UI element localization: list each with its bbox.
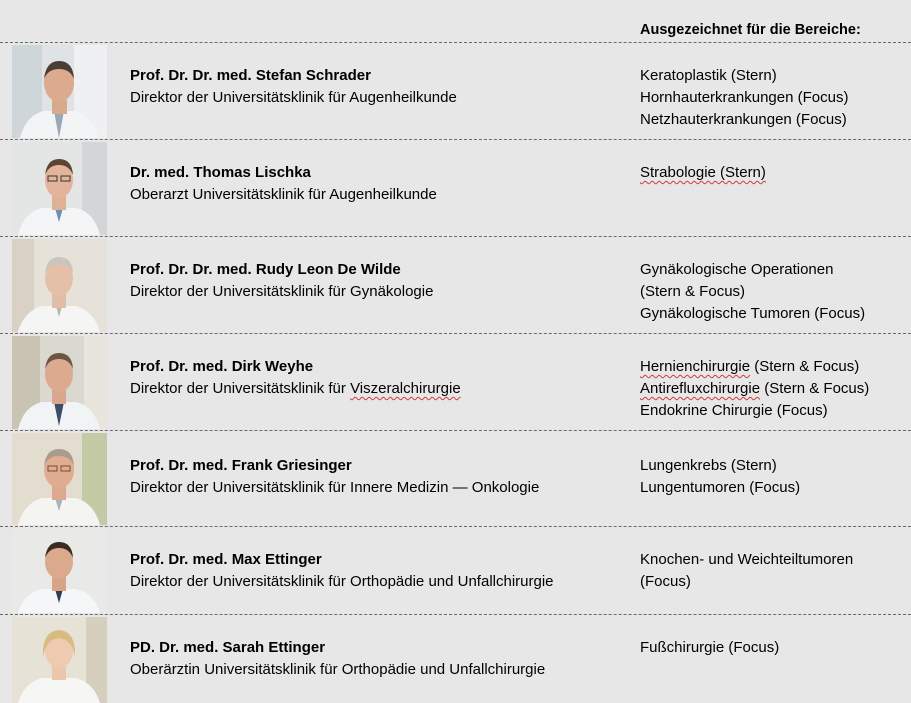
portrait-photo	[12, 433, 107, 525]
column-header-awards: Ausgezeichnet für die Bereiche:	[640, 22, 861, 38]
portrait-photo	[12, 142, 107, 235]
person-name: Dr. med. Thomas Lischka	[130, 164, 311, 181]
table-row-7	[0, 615, 911, 703]
award-areas	[640, 259, 865, 325]
table-row-2	[0, 140, 911, 237]
award-area: Netzhauterkrankungen (Focus)	[640, 111, 847, 128]
person-role: Direktor der Universitätsklinik für Gynäkologie	[130, 283, 434, 300]
award-area-term: Antirefluxchirurgie	[640, 380, 761, 397]
person-role-department: Viszeralchirurgie	[350, 380, 461, 397]
person-role: Oberärztin Universitätsklinik für Orthopädie und Unfallchirurgie	[130, 661, 546, 678]
award-areas	[640, 637, 779, 659]
award-area: Gynäkologische Operationen	[640, 261, 834, 278]
award-area: (Focus)	[640, 573, 691, 590]
award-area: Gynäkologische Tumoren (Focus)	[640, 305, 866, 322]
portrait-photo	[12, 336, 107, 429]
table-row-6	[0, 527, 911, 615]
person-role: Direktor der Universitätsklinik für Orthopädie und Unfallchirurgie	[130, 573, 554, 590]
award-area	[640, 356, 869, 378]
award-area: Endokrine Chirurgie (Focus)	[640, 402, 828, 419]
person-name: Prof. Dr. med. Dirk Weyhe	[130, 358, 314, 375]
award-area: Hornhauterkrankungen (Focus)	[640, 89, 849, 106]
award-areas	[640, 455, 800, 499]
portrait-photo	[12, 45, 107, 138]
award-area-term: Hernienchirurgie	[640, 358, 751, 375]
award-areas	[640, 549, 853, 593]
award-area: Lungenkrebs (Stern)	[640, 457, 777, 474]
table-row-1	[0, 43, 911, 140]
person-name: Prof. Dr. Dr. med. Rudy Leon De Wilde	[130, 261, 401, 278]
portrait-photo	[12, 529, 107, 613]
person-role-text: Direktor der Universitätsklinik für	[130, 380, 351, 397]
table-row-5	[0, 431, 911, 527]
table-row-3	[0, 237, 911, 334]
award-area: Strabologie (Stern)	[640, 164, 766, 181]
award-area: Keratoplastik (Stern)	[640, 67, 777, 84]
person-name: Prof. Dr. med. Frank Griesinger	[130, 457, 352, 474]
portrait-photo	[12, 617, 107, 703]
person-name: PD. Dr. med. Sarah Ettinger	[130, 639, 326, 656]
award-area: Lungentumoren (Focus)	[640, 479, 801, 496]
person-role	[130, 378, 461, 400]
table-row-4	[0, 334, 911, 431]
award-area: Knochen- und Weichteiltumoren	[640, 551, 854, 568]
award-area	[640, 378, 869, 400]
person-role: Oberarzt Universitätsklinik für Augenheilkunde	[130, 186, 437, 203]
portrait-photo	[12, 239, 107, 332]
person-role: Direktor der Universitätsklinik für Innere Medizin — Onkologie	[130, 479, 540, 496]
award-areas	[640, 356, 869, 422]
person-name: Prof. Dr. med. Max Ettinger	[130, 551, 322, 568]
table-header-row	[0, 0, 911, 43]
award-area-detail: (Stern & Focus)	[760, 380, 870, 397]
award-area: (Stern & Focus)	[640, 283, 746, 300]
person-role: Direktor der Universitätsklinik für Augenheilkunde	[130, 89, 457, 106]
award-area-detail: (Stern & Focus)	[750, 358, 860, 375]
award-areas	[640, 162, 766, 184]
award-area: Fußchirurgie (Focus)	[640, 639, 780, 656]
person-name: Prof. Dr. Dr. med. Stefan Schrader	[130, 67, 371, 84]
award-areas	[640, 65, 848, 131]
